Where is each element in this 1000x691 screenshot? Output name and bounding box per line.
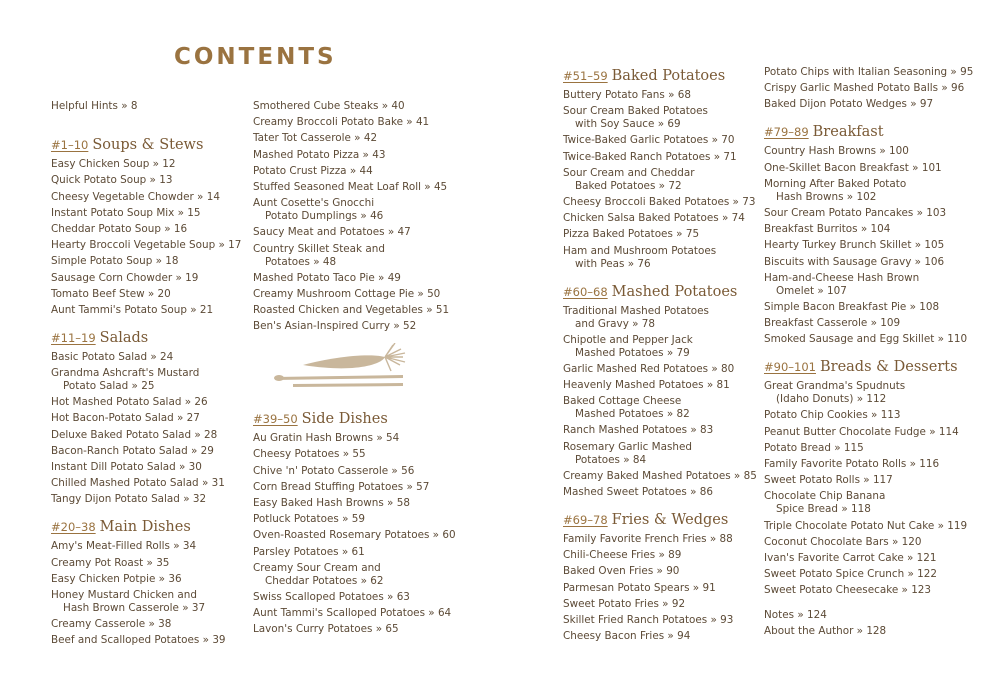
toc-entry[interactable]: Hot Mashed Potato Salad » 26 <box>51 396 208 409</box>
toc-entry-line-continued: Hash Browns » 102 <box>776 190 877 203</box>
section-heading-side-dishes[interactable] <box>253 409 453 428</box>
toc-entry[interactable]: Sweet Potato Spice Crunch » 122 <box>764 568 937 581</box>
toc-entry-line-continued: Mashed Potatoes » 82 <box>575 408 690 421</box>
toc-entry-line: Rosemary Garlic Mashed <box>563 440 692 453</box>
toc-entry[interactable]: Parsley Potatoes » 61 <box>253 545 365 558</box>
toc-entry[interactable]: Deluxe Baked Potato Salad » 28 <box>51 428 218 441</box>
toc-entry[interactable] <box>563 395 763 421</box>
section-list-soups <box>51 158 251 317</box>
toc-entry[interactable]: Mashed Potato Pizza » 43 <box>253 148 386 161</box>
section-range: #20–38 <box>51 520 96 535</box>
section-title: Breads & Desserts <box>819 359 958 376</box>
toc-entry[interactable]: Mashed Potato Taco Pie » 49 <box>253 271 401 284</box>
toc-entry[interactable]: Potluck Potatoes » 59 <box>253 513 365 526</box>
section-title: Baked Potatoes <box>611 68 726 84</box>
toc-entry-line: Morning After Baked Potato <box>764 177 907 190</box>
section-heading-mashed-potatoes[interactable] <box>563 282 763 301</box>
toc-entry[interactable]: Ivan's Favorite Carrot Cake » 121 <box>764 551 937 564</box>
toc-entry[interactable]: Heavenly Mashed Potatoes » 81 <box>563 379 730 392</box>
toc-entry-line: Sour Cream and Cheddar <box>563 166 695 179</box>
toc-entry-line: Grandma Ashcraft's Mustard <box>51 367 200 380</box>
toc-entry[interactable]: Biscuits with Sausage Gravy » 106 <box>764 255 945 268</box>
toc-column-3 <box>563 66 763 646</box>
section-list-fries-wedges <box>563 533 763 643</box>
section-title: Breakfast <box>812 124 884 141</box>
toc-entry[interactable]: Cheesy Vegetable Chowder » 14 <box>51 190 220 203</box>
toc-entry[interactable]: Potato Bread » 115 <box>764 441 864 454</box>
section-range: #69–78 <box>563 513 608 527</box>
toc-entry[interactable]: Tangy Dijon Potato Salad » 32 <box>51 493 207 506</box>
toc-entry[interactable]: Sweet Potato Cheesecake » 123 <box>764 584 932 597</box>
toc-entry[interactable]: Simple Potato Soup » 18 <box>51 255 179 268</box>
toc-entry[interactable]: Cheddar Potato Soup » 16 <box>51 222 188 235</box>
toc-entry[interactable]: Garlic Mashed Red Potatoes » 80 <box>563 362 735 375</box>
toc-entry-line: Great Grandma's Spudnuts <box>764 380 906 393</box>
toc-entry[interactable]: Sausage Corn Chowder » 19 <box>51 271 199 284</box>
toc-entry[interactable]: Twice-Baked Garlic Potatoes » 70 <box>563 134 735 147</box>
toc-entry[interactable]: Baked Oven Fries » 90 <box>563 565 680 578</box>
section-range: #60–68 <box>563 284 608 299</box>
toc-entry[interactable]: Breakfast Casserole » 109 <box>764 317 901 330</box>
toc-entry[interactable] <box>563 334 763 360</box>
toc-entry-about-author[interactable]: About the Author » 128 <box>764 624 887 637</box>
toc-entry[interactable]: Aunt Tammi's Scalloped Potatoes » 64 <box>253 607 452 620</box>
section-heading-breads-desserts[interactable] <box>764 357 964 376</box>
toc-entry[interactable]: Sweet Potato Fries » 92 <box>563 597 686 610</box>
toc-entry[interactable]: Chicken Salsa Baked Potatoes » 74 <box>563 212 745 225</box>
toc-entry[interactable] <box>253 197 453 223</box>
toc-entry[interactable]: Potato Chips with Italian Seasoning » 95 <box>764 66 974 78</box>
toc-entry[interactable]: Roasted Chicken and Vegetables » 51 <box>253 304 450 317</box>
section-title: Soups & Stews <box>92 137 204 154</box>
section-range: #79–89 <box>764 125 809 140</box>
section-list-breakfast <box>764 145 968 346</box>
toc-entry-line-continued: Potato Dumplings » 46 <box>265 210 384 223</box>
toc-entry[interactable]: Chilled Mashed Potato Salad » 31 <box>51 477 225 490</box>
toc-entry[interactable]: Country Hash Browns » 100 <box>764 145 909 158</box>
toc-entry[interactable]: Cheesy Broccoli Baked Potatoes » 73 <box>563 195 756 208</box>
section-heading-main-dishes[interactable] <box>51 517 251 536</box>
section-title: Mashed Potatoes <box>611 283 738 300</box>
toc-entry[interactable]: One-Skillet Bacon Breakfast » 101 <box>764 161 942 174</box>
toc-entry-line-continued: Potato Salad » 25 <box>63 380 155 393</box>
toc-entry[interactable]: Creamy Casserole » 38 <box>51 618 172 631</box>
section-list-main-dishes <box>51 540 251 647</box>
toc-column-4 <box>764 66 974 641</box>
toc-entry[interactable] <box>51 367 251 393</box>
toc-entry-line-continued: with Peas » 76 <box>575 257 651 270</box>
toc-entry[interactable]: Tomato Beef Stew » 20 <box>51 287 171 300</box>
toc-entry[interactable]: Hearty Turkey Brunch Skillet » 105 <box>764 239 945 252</box>
section-title: Main Dishes <box>99 519 191 536</box>
toc-entry[interactable] <box>253 243 453 269</box>
toc-column-1 <box>51 100 251 651</box>
page-title: CONTENTS <box>174 44 337 70</box>
toc-entry[interactable]: Instant Dill Potato Salad » 30 <box>51 461 202 473</box>
toc-entry[interactable]: Beef and Scalloped Potatoes » 39 <box>51 634 226 647</box>
toc-entry[interactable] <box>563 305 763 331</box>
toc-entry[interactable]: Cheesy Bacon Fries » 94 <box>563 630 691 643</box>
toc-entry[interactable]: Amy's Meat-Filled Rolls » 34 <box>51 540 197 553</box>
toc-entry-line: Ham and Mushroom Potatoes <box>563 244 717 257</box>
toc-entry[interactable] <box>563 441 763 467</box>
toc-entry[interactable] <box>563 105 763 131</box>
section-title: Fries & Wedges <box>611 512 729 528</box>
toc-entry[interactable]: Breakfast Burritos » 104 <box>764 223 891 236</box>
section-range: #11–19 <box>51 330 96 345</box>
toc-entry[interactable] <box>764 178 964 204</box>
section-range: #1–10 <box>51 138 89 153</box>
toc-entry-line-continued: (Idaho Donuts) » 112 <box>776 393 887 406</box>
toc-entry[interactable]: Chili-Cheese Fries » 89 <box>563 549 682 562</box>
toc-entry[interactable]: Hearty Broccoli Vegetable Soup » 17 <box>51 239 242 252</box>
toc-entry[interactable] <box>764 490 964 516</box>
toc-entry[interactable]: Sour Cream Potato Pancakes » 103 <box>764 206 947 219</box>
toc-entry[interactable] <box>563 167 763 193</box>
toc-entry[interactable]: Hot Bacon-Potato Salad » 27 <box>51 412 200 425</box>
toc-entry[interactable]: Buttery Potato Fans » 68 <box>563 89 691 101</box>
section-heading-baked-potatoes[interactable] <box>563 66 763 85</box>
toc-entry-line: Country Skillet Steak and <box>253 242 385 255</box>
toc-entry[interactable]: Basic Potato Salad » 24 <box>51 350 174 363</box>
toc-entry[interactable]: Sweet Potato Rolls » 117 <box>764 474 893 487</box>
section-heading-breakfast[interactable] <box>764 122 964 141</box>
toc-entry-line-continued: and Gravy » 78 <box>575 317 656 330</box>
toc-entry[interactable]: Bacon-Ranch Potato Salad » 29 <box>51 444 214 457</box>
toc-entry-line: Creamy Sour Cream and <box>253 561 381 574</box>
toc-entry[interactable]: Cheesy Potatoes » 55 <box>253 448 366 461</box>
section-list-breads-desserts <box>764 380 968 597</box>
toc-entry-line: Ham-and-Cheese Hash Brown <box>764 271 920 284</box>
toc-entry-line-continued: Hash Brown Casserole » 37 <box>63 601 206 614</box>
section-heading-salads[interactable] <box>51 328 251 347</box>
toc-entry[interactable]: Potato Chip Cookies » 113 <box>764 409 901 422</box>
toc-entry[interactable]: Mashed Sweet Potatoes » 86 <box>563 486 713 498</box>
toc-entry-line-continued: Potatoes » 84 <box>575 453 647 466</box>
toc-entry-line: Baked Cottage Cheese <box>563 395 682 408</box>
toc-entry[interactable]: Pizza Baked Potatoes » 75 <box>563 228 700 241</box>
toc-entry-line-continued: Mashed Potatoes » 79 <box>575 346 690 359</box>
section-range: #51–59 <box>563 69 608 83</box>
toc-entry[interactable]: Chive 'n' Potato Casserole » 56 <box>253 464 415 477</box>
toc-entry-line: Traditional Mashed Potatoes <box>563 304 709 317</box>
section-heading-fries-wedges[interactable] <box>563 510 763 529</box>
toc-entry[interactable]: Instant Potato Soup Mix » 15 <box>51 206 201 219</box>
toc-entry[interactable] <box>764 380 964 406</box>
toc-entry[interactable]: Parmesan Potato Spears » 91 <box>563 581 716 594</box>
toc-entry[interactable]: Ranch Mashed Potatoes » 83 <box>563 424 714 437</box>
carrot-and-asparagus-icon <box>273 343 453 397</box>
toc-entry-helpful-hints[interactable]: Helpful Hints » 8 <box>51 100 138 112</box>
toc-entry-line-continued: Cheddar Potatoes » 62 <box>265 574 384 587</box>
section-range: #39–50 <box>253 412 298 427</box>
toc-entry[interactable] <box>51 589 251 615</box>
toc-entry-line-continued: Spice Bread » 118 <box>776 503 871 516</box>
toc-entry[interactable]: Simple Bacon Breakfast Pie » 108 <box>764 300 940 313</box>
toc-entry[interactable] <box>764 272 964 298</box>
section-list-baked-potatoes <box>563 89 763 271</box>
toc-entry[interactable]: Ben's Asian-Inspired Curry » 52 <box>253 320 417 333</box>
toc-entry[interactable]: Smoked Sausage and Egg Skillet » 110 <box>764 333 968 346</box>
section-list-fries-continued <box>764 66 974 111</box>
toc-entry-line: Chipotle and Pepper Jack <box>563 333 693 346</box>
toc-entry[interactable]: Quick Potato Soup » 13 <box>51 174 173 187</box>
toc-entry[interactable]: Au Gratin Hash Browns » 54 <box>253 432 400 445</box>
toc-entry[interactable]: Lavon's Curry Potatoes » 65 <box>253 623 399 636</box>
toc-entry[interactable]: Crispy Garlic Mashed Potato Balls » 96 <box>764 82 965 95</box>
toc-entry-line: Honey Mustard Chicken and <box>51 588 197 601</box>
section-range: #90–101 <box>764 360 816 375</box>
toc-entry[interactable]: Family Favorite French Fries » 88 <box>563 533 733 545</box>
toc-entry-line: Sour Cream Baked Potatoes <box>563 105 708 118</box>
toc-entry[interactable]: Baked Dijon Potato Wedges » 97 <box>764 98 934 111</box>
toc-entry[interactable] <box>563 245 763 271</box>
toc-entry[interactable]: Creamy Broccoli Potato Bake » 41 <box>253 116 430 129</box>
section-list-side-dishes <box>253 432 456 636</box>
section-title: Side Dishes <box>301 411 388 428</box>
section-list-mashed-potatoes <box>563 305 763 500</box>
toc-entry[interactable]: Aunt Tammi's Potato Soup » 21 <box>51 303 214 316</box>
toc-entry-line-continued: Baked Potatoes » 72 <box>575 179 682 192</box>
toc-entry[interactable]: Corn Bread Stuffing Potatoes » 57 <box>253 480 430 493</box>
toc-entry[interactable]: Saucy Meat and Potatoes » 47 <box>253 226 411 239</box>
toc-entry[interactable]: Easy Chicken Soup » 12 <box>51 158 176 171</box>
toc-entry[interactable]: Family Favorite Potato Rolls » 116 <box>764 458 940 470</box>
toc-entry[interactable]: Twice-Baked Ranch Potatoes » 71 <box>563 150 737 163</box>
toc-entry[interactable]: Stuffed Seasoned Meat Loaf Roll » 45 <box>253 180 448 193</box>
toc-entry-line: Chocolate Chip Banana <box>764 490 886 503</box>
toc-entry[interactable]: Creamy Pot Roast » 35 <box>51 556 170 569</box>
toc-entry-line-continued: Potatoes » 48 <box>265 255 337 268</box>
toc-entry[interactable]: Potato Crust Pizza » 44 <box>253 164 373 177</box>
toc-column-2 <box>253 100 456 640</box>
toc-entry[interactable]: Easy Chicken Potpie » 36 <box>51 572 182 585</box>
toc-entry[interactable]: Creamy Baked Mashed Potatoes » 85 <box>563 469 757 482</box>
section-list-main-dishes-continued <box>253 100 453 333</box>
toc-entry[interactable] <box>253 562 453 588</box>
toc-entry[interactable]: Peanut Butter Chocolate Fudge » 114 <box>764 425 959 438</box>
toc-entry-line-continued: Omelet » 107 <box>776 284 847 297</box>
section-heading-soups[interactable] <box>51 135 251 154</box>
toc-entry[interactable]: Creamy Mushroom Cottage Pie » 50 <box>253 287 441 300</box>
toc-entry[interactable]: Skillet Fried Ranch Potatoes » 93 <box>563 613 734 626</box>
toc-entry[interactable]: Easy Baked Hash Browns » 58 <box>253 497 410 509</box>
toc-entry-notes[interactable]: Notes » 124 <box>764 608 827 621</box>
section-list-salads <box>51 351 251 507</box>
toc-entry[interactable]: Smothered Cube Steaks » 40 <box>253 100 405 112</box>
toc-entry[interactable]: Coconut Chocolate Bars » 120 <box>764 535 922 548</box>
toc-entry[interactable]: Oven-Roasted Rosemary Potatoes » 60 <box>253 529 456 542</box>
toc-entry-line: Aunt Cosette's Gnocchi <box>253 197 375 210</box>
toc-entry[interactable]: Swiss Scalloped Potatoes » 63 <box>253 590 410 603</box>
toc-entry[interactable]: Triple Chocolate Potato Nut Cake » 119 <box>764 519 968 532</box>
section-title: Salads <box>99 329 149 346</box>
toc-entry[interactable]: Tater Tot Casserole » 42 <box>253 132 378 145</box>
toc-entry-line-continued: with Soy Sauce » 69 <box>575 118 681 131</box>
